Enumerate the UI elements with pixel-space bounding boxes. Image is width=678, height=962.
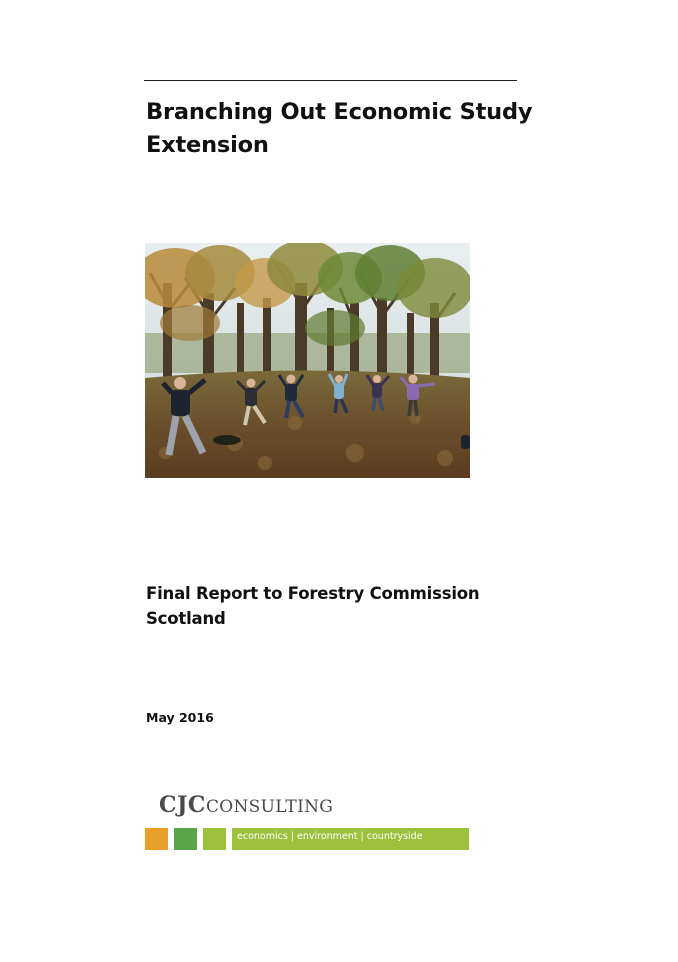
publication-date: May 2016 xyxy=(146,710,214,725)
logo-consulting-text: CONSULTING xyxy=(205,797,334,817)
logo-orange-square xyxy=(145,828,168,850)
document-title: Branching Out Economic Study Extension xyxy=(146,99,533,158)
cover-photo xyxy=(145,243,470,478)
logo-cjc-text: CJC xyxy=(159,792,206,818)
document-subtitle: Final Report to Forestry Commission Scotland xyxy=(146,584,480,628)
logo-tagline: economics | environment | countryside xyxy=(237,831,423,842)
logo-lime-square xyxy=(203,828,226,850)
logo-wordmark xyxy=(159,792,333,818)
header-rule xyxy=(144,80,517,81)
cjc-consulting-logo xyxy=(145,790,469,852)
logo-green-square xyxy=(174,828,197,850)
logo-tagline-bar xyxy=(232,828,469,850)
